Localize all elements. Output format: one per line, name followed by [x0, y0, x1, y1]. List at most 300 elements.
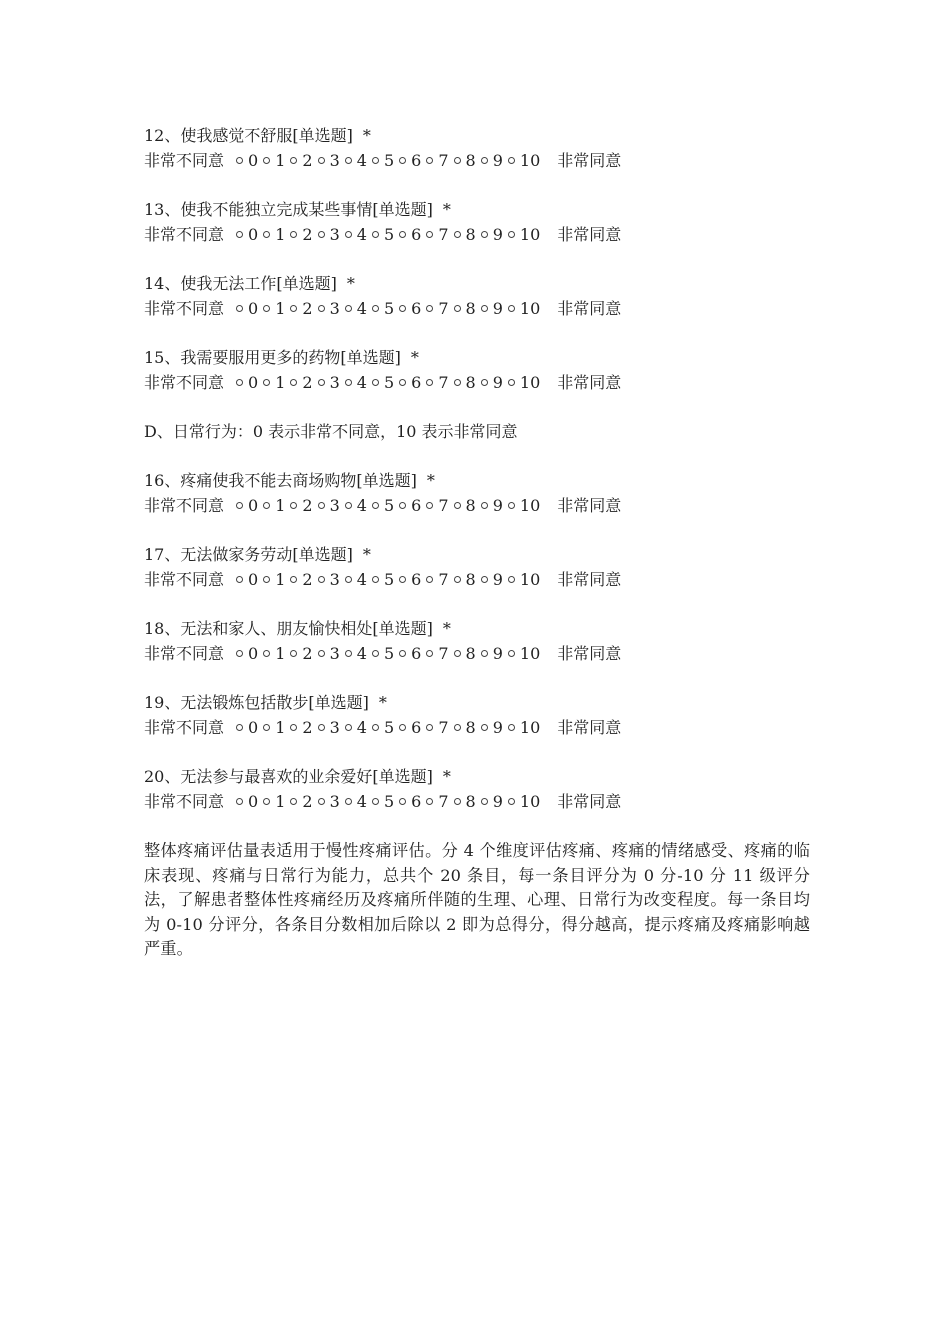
radio-circle-icon[interactable] [236, 305, 243, 312]
question-title [144, 198, 810, 222]
question-text: 13、使我不能独立完成某些事情[单选题] [144, 200, 433, 219]
rating-option[interactable] [290, 567, 312, 592]
radio-circle-icon[interactable] [508, 502, 515, 509]
rating-option-label: 2 [302, 225, 313, 244]
rating-option[interactable] [481, 370, 503, 395]
rating-option-label: 5 [383, 570, 395, 589]
radio-circle-icon[interactable] [318, 231, 325, 238]
question-group-c [144, 124, 810, 395]
radio-circle-icon[interactable] [263, 798, 270, 805]
radio-circle-icon[interactable] [263, 502, 270, 509]
question-item [144, 469, 810, 518]
radio-circle-icon[interactable] [345, 379, 352, 386]
radio-circle-icon[interactable] [345, 576, 352, 583]
radio-circle-icon[interactable] [508, 231, 515, 238]
radio-circle-icon[interactable] [399, 157, 406, 164]
rating-option[interactable] [318, 789, 340, 814]
rating-option[interactable] [236, 493, 258, 518]
rating-option-label: 5 [383, 151, 395, 170]
rating-option[interactable] [372, 789, 394, 814]
rating-option[interactable] [508, 370, 540, 395]
radio-circle-icon[interactable] [345, 798, 352, 805]
rating-option[interactable] [481, 493, 503, 518]
radio-circle-icon[interactable] [318, 502, 325, 509]
rating-option[interactable] [454, 493, 476, 518]
radio-circle-icon[interactable] [372, 231, 379, 238]
radio-circle-icon[interactable] [508, 305, 515, 312]
rating-scale [144, 789, 810, 814]
rating-scale [144, 222, 810, 247]
radio-circle-icon[interactable] [399, 724, 406, 731]
rating-option[interactable] [290, 641, 312, 666]
scale-right-label: 非常同意 [557, 718, 622, 737]
radio-circle-icon[interactable] [454, 305, 461, 312]
radio-circle-icon[interactable] [508, 576, 515, 583]
rating-option-label: 1 [275, 151, 286, 170]
radio-circle-icon[interactable] [426, 650, 433, 657]
rating-option[interactable] [263, 370, 285, 395]
scale-right-label: 非常同意 [557, 570, 622, 589]
rating-option[interactable] [508, 222, 540, 247]
rating-option-label: 2 [302, 570, 313, 589]
rating-option[interactable] [481, 567, 503, 592]
radio-circle-icon[interactable] [426, 576, 433, 583]
rating-option-label: 7 [438, 225, 449, 244]
rating-option[interactable] [345, 567, 367, 592]
question-title [144, 124, 810, 148]
rating-option[interactable] [263, 493, 285, 518]
rating-option[interactable] [454, 715, 476, 740]
rating-option-label: 8 [465, 299, 476, 318]
section-heading-d: D、日常行为：0 表示非常不同意，10 表示非常同意 [144, 422, 518, 441]
radio-circle-icon[interactable] [263, 157, 270, 164]
scale-right-label: 非常同意 [557, 644, 622, 663]
radio-circle-icon[interactable] [345, 157, 352, 164]
rating-option[interactable] [263, 567, 285, 592]
rating-option[interactable] [290, 222, 312, 247]
rating-option-label: 7 [438, 496, 449, 515]
rating-option[interactable] [318, 567, 340, 592]
rating-option[interactable] [399, 148, 421, 173]
radio-circle-icon[interactable] [290, 576, 297, 583]
rating-option[interactable] [372, 370, 394, 395]
radio-circle-icon[interactable] [481, 724, 488, 731]
rating-option-label: 2 [302, 373, 313, 392]
rating-option[interactable] [454, 148, 476, 173]
radio-circle-icon[interactable] [263, 379, 270, 386]
rating-option[interactable] [345, 148, 367, 173]
rating-option[interactable] [318, 715, 340, 740]
rating-option[interactable] [481, 789, 503, 814]
radio-circle-icon[interactable] [236, 231, 243, 238]
scale-right-label: 非常同意 [557, 299, 622, 318]
rating-option[interactable] [426, 567, 448, 592]
radio-circle-icon[interactable] [290, 798, 297, 805]
rating-option[interactable] [263, 715, 285, 740]
radio-circle-icon[interactable] [454, 502, 461, 509]
radio-circle-icon[interactable] [290, 650, 297, 657]
radio-circle-icon[interactable] [236, 157, 243, 164]
radio-circle-icon[interactable] [399, 231, 406, 238]
rating-option-label: 1 [275, 299, 286, 318]
radio-circle-icon[interactable] [481, 502, 488, 509]
radio-circle-icon[interactable] [345, 502, 352, 509]
rating-option-label: 6 [411, 373, 422, 392]
radio-circle-icon[interactable] [426, 724, 433, 731]
rating-option[interactable] [318, 148, 340, 173]
radio-circle-icon[interactable] [318, 157, 325, 164]
radio-circle-icon[interactable] [236, 650, 243, 657]
radio-circle-icon[interactable] [481, 231, 488, 238]
radio-circle-icon[interactable] [263, 576, 270, 583]
rating-option[interactable] [263, 641, 285, 666]
rating-scale [144, 715, 810, 740]
rating-option-label: 6 [411, 644, 422, 663]
radio-circle-icon[interactable] [318, 798, 325, 805]
rating-option[interactable] [290, 789, 312, 814]
rating-option[interactable] [481, 296, 503, 321]
radio-circle-icon[interactable] [399, 502, 406, 509]
rating-option[interactable] [399, 641, 421, 666]
radio-circle-icon[interactable] [481, 305, 488, 312]
rating-option-label: 5 [383, 644, 395, 663]
rating-option[interactable] [318, 493, 340, 518]
rating-scale [144, 567, 810, 592]
radio-circle-icon[interactable] [236, 379, 243, 386]
rating-option[interactable] [236, 370, 258, 395]
scale-left-label: 非常不同意 [144, 644, 225, 663]
rating-option[interactable] [399, 493, 421, 518]
scale-right-label: 非常同意 [557, 151, 622, 170]
rating-option-label: 5 [383, 792, 395, 811]
rating-option[interactable] [345, 222, 367, 247]
rating-option[interactable] [263, 789, 285, 814]
radio-circle-icon[interactable] [426, 379, 433, 386]
radio-circle-icon[interactable] [508, 157, 515, 164]
rating-option-label: 9 [492, 225, 503, 244]
rating-option[interactable] [399, 715, 421, 740]
radio-circle-icon[interactable] [454, 379, 461, 386]
rating-option[interactable] [399, 296, 421, 321]
rating-option-label: 4 [356, 496, 367, 515]
rating-option-label: 1 [275, 718, 286, 737]
rating-option[interactable] [345, 641, 367, 666]
rating-option[interactable] [290, 148, 312, 173]
question-text: 19、无法锻炼包括散步[单选题] [144, 693, 369, 712]
rating-option[interactable] [426, 493, 448, 518]
scale-left-label: 非常不同意 [144, 373, 225, 392]
radio-circle-icon[interactable] [508, 724, 515, 731]
rating-option[interactable] [454, 370, 476, 395]
radio-circle-icon[interactable] [372, 305, 379, 312]
rating-option-label: 0 [248, 373, 259, 392]
radio-circle-icon[interactable] [399, 650, 406, 657]
rating-option-label: 2 [302, 151, 313, 170]
radio-circle-icon[interactable] [372, 798, 379, 805]
radio-circle-icon[interactable] [290, 502, 297, 509]
rating-option-label: 4 [356, 373, 367, 392]
radio-circle-icon[interactable] [454, 157, 461, 164]
radio-circle-icon[interactable] [263, 724, 270, 731]
radio-circle-icon[interactable] [318, 305, 325, 312]
radio-circle-icon[interactable] [318, 379, 325, 386]
rating-option[interactable] [508, 715, 540, 740]
radio-circle-icon[interactable] [372, 576, 379, 583]
radio-circle-icon[interactable] [508, 379, 515, 386]
rating-option[interactable] [508, 789, 540, 814]
rating-option[interactable] [236, 641, 258, 666]
rating-option[interactable] [481, 641, 503, 666]
radio-circle-icon[interactable] [372, 379, 379, 386]
rating-option-label: 8 [465, 496, 476, 515]
rating-option-label: 6 [411, 299, 422, 318]
rating-option-label: 0 [248, 299, 259, 318]
rating-option-label: 2 [302, 718, 313, 737]
rating-option[interactable] [318, 370, 340, 395]
radio-circle-icon[interactable] [426, 157, 433, 164]
rating-option-label: 6 [411, 496, 422, 515]
question-title [144, 346, 810, 370]
scale-right-label: 非常同意 [557, 496, 622, 515]
rating-option[interactable] [345, 789, 367, 814]
rating-option[interactable] [508, 641, 540, 666]
rating-option[interactable] [399, 222, 421, 247]
rating-option[interactable] [481, 715, 503, 740]
required-marker: * [346, 274, 355, 293]
radio-circle-icon[interactable] [399, 379, 406, 386]
rating-option[interactable] [372, 296, 394, 321]
radio-circle-icon[interactable] [263, 650, 270, 657]
rating-option[interactable] [508, 567, 540, 592]
rating-option-label: 6 [411, 225, 422, 244]
rating-option-label: 1 [275, 225, 286, 244]
rating-option[interactable] [372, 148, 394, 173]
rating-option-label: 3 [329, 570, 340, 589]
rating-option[interactable] [426, 789, 448, 814]
rating-option-label: 7 [438, 718, 449, 737]
radio-circle-icon[interactable] [399, 305, 406, 312]
radio-circle-icon[interactable] [508, 798, 515, 805]
rating-option-label: 4 [356, 299, 367, 318]
radio-circle-icon[interactable] [263, 231, 270, 238]
radio-circle-icon[interactable] [508, 650, 515, 657]
question-group-d [144, 469, 810, 814]
radio-circle-icon[interactable] [454, 798, 461, 805]
radio-circle-icon[interactable] [318, 576, 325, 583]
radio-circle-icon[interactable] [236, 502, 243, 509]
radio-circle-icon[interactable] [263, 305, 270, 312]
required-marker: * [426, 471, 435, 490]
rating-option[interactable] [263, 296, 285, 321]
rating-option[interactable] [236, 789, 258, 814]
question-item [144, 198, 810, 247]
rating-option[interactable] [426, 222, 448, 247]
rating-option-label: 9 [492, 496, 503, 515]
rating-option[interactable] [508, 148, 540, 173]
rating-option-label: 1 [275, 792, 286, 811]
radio-circle-icon[interactable] [426, 231, 433, 238]
rating-option[interactable] [345, 370, 367, 395]
rating-option[interactable] [426, 641, 448, 666]
rating-option[interactable] [454, 567, 476, 592]
scale-left-label: 非常不同意 [144, 718, 225, 737]
rating-option-label: 9 [492, 718, 503, 737]
rating-option[interactable] [372, 641, 394, 666]
radio-circle-icon[interactable] [345, 231, 352, 238]
rating-option[interactable] [318, 296, 340, 321]
rating-option[interactable] [236, 296, 258, 321]
rating-option-label: 8 [465, 644, 476, 663]
rating-option[interactable] [508, 493, 540, 518]
rating-option[interactable] [290, 493, 312, 518]
rating-option-label: 3 [329, 792, 340, 811]
radio-circle-icon[interactable] [481, 650, 488, 657]
rating-option[interactable] [318, 222, 340, 247]
rating-option[interactable] [372, 715, 394, 740]
radio-circle-icon[interactable] [236, 576, 243, 583]
radio-circle-icon[interactable] [318, 650, 325, 657]
rating-option[interactable] [426, 296, 448, 321]
radio-circle-icon[interactable] [290, 231, 297, 238]
rating-option-label: 0 [248, 570, 259, 589]
question-title [144, 543, 810, 567]
scale-left-label: 非常不同意 [144, 225, 225, 244]
question-text: 15、我需要服用更多的药物[单选题] [144, 348, 401, 367]
radio-circle-icon[interactable] [426, 502, 433, 509]
rating-option-label: 9 [492, 373, 503, 392]
rating-option[interactable] [290, 296, 312, 321]
rating-option-label: 4 [356, 644, 367, 663]
scale-left-label: 非常不同意 [144, 299, 225, 318]
rating-option-label: 0 [248, 151, 259, 170]
rating-option-label: 4 [356, 718, 367, 737]
radio-circle-icon[interactable] [345, 305, 352, 312]
rating-option[interactable] [290, 715, 312, 740]
rating-option-label: 3 [329, 718, 340, 737]
radio-circle-icon[interactable] [236, 798, 243, 805]
rating-option-label: 10 [519, 299, 541, 318]
rating-option[interactable] [454, 222, 476, 247]
rating-option-label: 10 [519, 718, 541, 737]
radio-circle-icon[interactable] [454, 231, 461, 238]
radio-circle-icon[interactable] [481, 798, 488, 805]
rating-option[interactable] [236, 567, 258, 592]
rating-option-label: 6 [411, 792, 422, 811]
radio-circle-icon[interactable] [399, 576, 406, 583]
rating-option[interactable] [426, 715, 448, 740]
rating-option-label: 4 [356, 570, 367, 589]
radio-circle-icon[interactable] [372, 502, 379, 509]
rating-option[interactable] [263, 222, 285, 247]
rating-option[interactable] [426, 370, 448, 395]
question-text: 17、无法做家务劳动[单选题] [144, 545, 353, 564]
radio-circle-icon[interactable] [481, 379, 488, 386]
rating-option[interactable] [399, 370, 421, 395]
rating-option-label: 1 [275, 496, 286, 515]
radio-circle-icon[interactable] [454, 724, 461, 731]
radio-circle-icon[interactable] [426, 798, 433, 805]
rating-scale [144, 370, 810, 395]
rating-option-label: 10 [519, 151, 541, 170]
radio-circle-icon[interactable] [481, 157, 488, 164]
rating-option[interactable] [426, 148, 448, 173]
rating-option-label: 10 [519, 496, 541, 515]
required-marker: * [442, 619, 451, 638]
question-title [144, 469, 810, 493]
scale-left-label: 非常不同意 [144, 570, 225, 589]
radio-circle-icon[interactable] [372, 724, 379, 731]
question-title [144, 691, 810, 715]
rating-option-label: 6 [411, 151, 422, 170]
question-text: 12、使我感觉不舒服[单选题] [144, 126, 353, 145]
rating-option-label: 8 [465, 570, 476, 589]
rating-option[interactable] [236, 715, 258, 740]
rating-option[interactable] [345, 296, 367, 321]
radio-circle-icon[interactable] [345, 724, 352, 731]
rating-option-label: 2 [302, 496, 313, 515]
scale-left-label: 非常不同意 [144, 496, 225, 515]
rating-option[interactable] [236, 148, 258, 173]
radio-circle-icon[interactable] [236, 724, 243, 731]
rating-option-label: 5 [383, 718, 395, 737]
radio-circle-icon[interactable] [399, 798, 406, 805]
rating-option[interactable] [372, 222, 394, 247]
rating-option[interactable] [454, 789, 476, 814]
radio-circle-icon[interactable] [345, 650, 352, 657]
radio-circle-icon[interactable] [318, 724, 325, 731]
radio-circle-icon[interactable] [372, 650, 379, 657]
radio-circle-icon[interactable] [454, 650, 461, 657]
rating-option[interactable] [481, 148, 503, 173]
rating-option[interactable] [454, 296, 476, 321]
question-title [144, 272, 810, 296]
rating-option-label: 9 [492, 151, 503, 170]
rating-option[interactable] [345, 715, 367, 740]
radio-circle-icon[interactable] [290, 724, 297, 731]
rating-option[interactable] [399, 567, 421, 592]
rating-option[interactable] [263, 148, 285, 173]
required-marker: * [410, 348, 419, 367]
rating-option[interactable] [508, 296, 540, 321]
radio-circle-icon[interactable] [290, 305, 297, 312]
radio-circle-icon[interactable] [372, 157, 379, 164]
rating-option[interactable] [290, 370, 312, 395]
question-item [144, 765, 810, 814]
rating-option[interactable] [372, 567, 394, 592]
rating-option[interactable] [372, 493, 394, 518]
rating-option[interactable] [454, 641, 476, 666]
rating-option-label: 0 [248, 792, 259, 811]
rating-option-label: 7 [438, 792, 449, 811]
radio-circle-icon[interactable] [426, 305, 433, 312]
rating-option[interactable] [236, 222, 258, 247]
rating-option-label: 10 [519, 570, 541, 589]
question-title [144, 765, 810, 789]
radio-circle-icon[interactable] [481, 576, 488, 583]
rating-option[interactable] [481, 222, 503, 247]
rating-option-label: 7 [438, 570, 449, 589]
rating-option[interactable] [345, 493, 367, 518]
question-item [144, 691, 810, 740]
radio-circle-icon[interactable] [290, 379, 297, 386]
radio-circle-icon[interactable] [290, 157, 297, 164]
rating-scale [144, 296, 810, 321]
rating-option[interactable] [318, 641, 340, 666]
radio-circle-icon[interactable] [454, 576, 461, 583]
rating-option-label: 0 [248, 718, 259, 737]
rating-option[interactable] [399, 789, 421, 814]
rating-option-label: 3 [329, 151, 340, 170]
